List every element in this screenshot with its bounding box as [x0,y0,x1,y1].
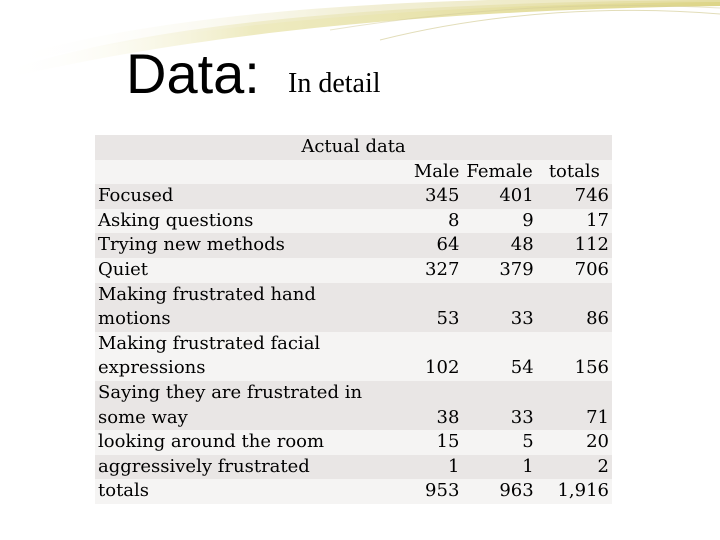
cell-total: 2 [597,455,609,477]
cell-total: 1,916 [557,480,609,502]
table-row [95,455,612,480]
cell-female: 33 [510,308,534,330]
cell-male: 327 [425,258,460,280]
table-row [95,258,612,283]
cell-total: 746 [574,185,609,207]
cell-male: 64 [436,234,460,256]
cell-female: 48 [510,234,534,256]
cell-male: 38 [436,406,460,428]
table-row [95,283,612,332]
table-row-totals [95,479,612,504]
column-header-label [95,160,392,185]
cell-male: 53 [436,308,460,330]
data-table [95,135,612,504]
cell-total: 86 [586,308,609,330]
cell-total: 112 [574,234,609,256]
cell-female: 1 [522,455,534,477]
cell-total: 706 [574,258,609,280]
row-label: Asking questions [98,209,254,231]
cell-male: 1 [447,455,460,477]
table-row [95,430,612,455]
row-label: Saying they are frustrated in some way [98,381,363,428]
row-label: Focused [98,185,174,207]
cell-male: 15 [436,431,460,453]
cell-male: 8 [447,209,460,231]
table-row [95,332,612,381]
cell-total: 71 [586,406,609,428]
row-label: Making frustrated facial expressions [98,332,321,379]
slide-subtitle: In detail [288,68,381,99]
column-header-row [95,160,612,185]
table-header-row [95,135,612,160]
cell-female: 963 [499,480,534,502]
row-label: totals [98,480,150,502]
cell-female: 379 [499,258,534,280]
column-header-male: Male [413,160,460,182]
cell-female: 9 [522,209,534,231]
cell-total: 156 [574,357,609,379]
table-row [95,233,612,258]
row-label: looking around the room [98,431,325,453]
cell-male: 345 [425,185,460,207]
row-label: Quiet [98,258,148,280]
cell-female: 5 [522,431,534,453]
cell-male: 102 [425,357,460,379]
row-label: aggressively frustrated [98,455,310,477]
table-row [95,209,612,234]
table-header: Actual data [301,136,406,157]
cell-total: 17 [586,209,609,231]
column-header-totals: totals [548,160,600,182]
cell-female: 33 [510,406,534,428]
cell-female: 54 [510,357,534,379]
cell-male: 953 [425,480,460,502]
cell-total: 20 [586,431,609,453]
table-row [95,184,612,209]
table-row [95,381,612,430]
column-header-female: Female [466,160,533,182]
cell-female: 401 [499,185,534,207]
slide-title: Data: [126,42,260,105]
row-label: Trying new methods [98,234,285,256]
row-label: Making frustrated hand motions [98,283,316,330]
